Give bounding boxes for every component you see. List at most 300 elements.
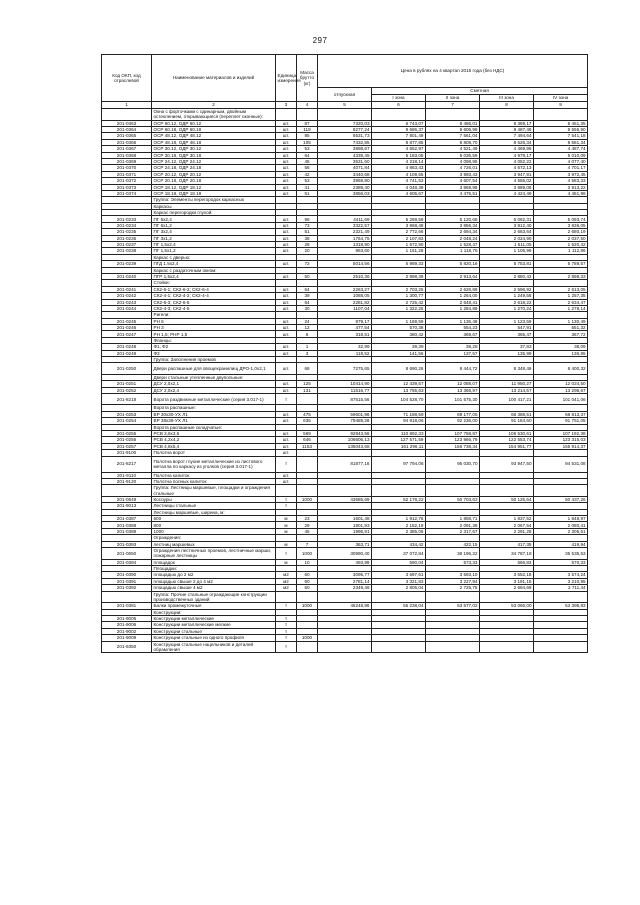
cell-price-selling: 79489,28 [318,418,372,424]
cell-name: Каркасы [152,203,276,209]
cell-name: РСВ 3,6х3,6 [152,430,276,436]
cell-price-zone-3: 2 067,54 [480,522,534,528]
cell-name: ВР 30х30-УХ Л1 [152,411,276,417]
cell-price-zone-4: 4 583,33 [534,178,588,184]
cell-code: 201-0366 [102,139,152,145]
cell-price-zone-2: 4 521,49 [426,146,480,152]
cell-price-zone-2: 38,28 [426,344,480,350]
cell-name: Косоуры [152,496,276,502]
cell-unit [276,591,297,603]
cell-price-zone-3: 135,99 [480,350,534,356]
cell-code: 201-0388 [102,522,152,528]
cell-price-zone-2: 156 738,34 [426,443,480,449]
cell-price-selling: 3095,77 [318,572,372,578]
cell-price-selling: 7432,85 [318,139,372,145]
cell-code: 201-8218 [102,394,152,405]
cell-name: ОСР 20.12, ОДР 20.12 [152,171,276,177]
cell-unit: шт. [276,171,297,177]
cell-price-zone-2: 5 820,16 [426,261,480,267]
cell-unit: шт. [276,152,297,158]
cell-price-selling: 477,54 [318,325,372,331]
cell-price-zone-2: 1 858,71 [426,516,480,522]
cell-price-zone-2: 2 626,89 [426,286,480,292]
cell-price-selling [318,591,372,603]
col-number: 9 [534,102,588,109]
cell-price-zone-3 [480,641,534,653]
header-selling: отпускная [318,88,372,102]
cell-code: 201-0233 [102,216,152,222]
cell-price-zone-3: 4 052,22 [480,158,534,164]
cell-mass: 51 [297,229,318,235]
cell-code: 201-9002 [102,628,152,634]
cell-name: Полотна полных калиток [152,478,276,484]
cell-mass: 119 [297,126,318,132]
cell-price-zone-4: 1 257,35 [534,293,588,299]
cell-unit: шт. [276,478,297,484]
cell-unit: шт. [276,120,297,126]
cell-price-zone-3: 106 530,61 [480,430,534,436]
cell-price-zone-4: 2 634,47 [534,299,588,305]
cell-mass: 85 [297,133,318,139]
cell-name: Ограждения лестничных проемов, лестничные марши, пожарные лестницы [152,548,276,560]
cell-price-zone-3: 53 066,00 [480,603,534,609]
cell-name: площадью свыше 2 до 4 м2 [152,578,276,584]
cell-price-zone-3: 9 487,49 [480,126,534,132]
cell-price-selling: 1801,93 [318,522,372,528]
cell-unit: шт. [276,430,297,436]
cell-name: ОСР 48.18, ОДР 48.18 [152,139,276,145]
table-row [102,456,588,472]
cell-price-zone-4: 5 010,09 [534,152,588,158]
cell-name: Каркас с дверью: [152,254,276,260]
cell-price-zone-4: 5 093,74 [534,216,588,222]
cell-name: Группа: Прочие стальные ограждающие конструкции производственных зданий [152,591,276,603]
cell-price-zone-1: 104 528,70 [372,394,426,405]
cell-mass: 39 [297,293,318,299]
header-code: Код ОКП, код отраслевой [102,55,152,102]
cell-price-zone-3: 3 812,40 [480,222,534,228]
group-row [102,485,588,497]
cell-code: 201-0373 [102,184,152,190]
cell-name: 600 [152,516,276,522]
cell-mass: 569 [297,430,318,436]
cell-price-zone-3: 1 837,52 [480,516,534,522]
cell-price-selling: 11516,77 [318,387,372,393]
cell-price-zone-2: 4 726,01 [426,165,480,171]
cell-price-zone-1: 4 652,97 [372,146,426,152]
cell-price-zone-2 [426,591,480,603]
cell-price-selling: 92843,56 [318,430,372,436]
cell-price-zone-4: 94 531,08 [534,456,588,472]
cell-price-selling: 363,71 [318,541,372,547]
cell-price-zone-1: 13 755,63 [372,387,426,393]
cell-name: площадью свыше 4 м2 [152,585,276,591]
cell-price-zone-3: 100 417,21 [480,394,534,405]
cell-price-selling: 979,17 [318,318,372,324]
cell-price-zone-3: 2 694,69 [480,585,534,591]
cell-price-zone-2: 95 030,70 [426,456,480,472]
cell-unit: шт. [276,146,297,152]
cell-price-zone-1: 1 169,59 [372,318,426,324]
group-row [102,591,588,603]
cell-name: СК2-6-3; СК2-6-5 [152,299,276,305]
cell-price-zone-3: 11 950,27 [480,381,534,387]
cell-code: 201-0393 [102,541,152,547]
price-table [101,54,588,653]
table-row [102,548,588,560]
cell-price-zone-1: 39,39 [372,344,426,350]
cell-price-zone-3: 4 672,13 [480,165,534,171]
cell-unit: шт. [276,443,297,449]
cell-price-zone-3: 3 947,91 [480,171,534,177]
cell-price-zone-4: 3 574,24 [534,572,588,578]
cell-name: Каркас с раздаточным окном: [152,267,276,273]
cell-price-zone-3: 5 753,81 [480,261,534,267]
cell-unit: шт. [276,165,297,171]
cell-code: 201-0244 [102,305,152,311]
cell-code: 201-0251 [102,381,152,387]
cell-price-zone-3: 68 388,51 [480,411,534,417]
cell-price-zone-2: 8 808,70 [426,139,480,145]
cell-name: ОСР 30.12, ОДР 30.12 [152,146,276,152]
cell-mass: 10 [297,559,318,565]
cell-name: ОСР 20.18, ОДР 20.18 [152,178,276,184]
cell-mass: 64 [297,286,318,292]
cell-price-zone-1: 2 703,25 [372,286,426,292]
cell-price-selling: 8277,24 [318,126,372,132]
cell-price-zone-1: 2 772,66 [372,229,426,235]
cell-price-selling [318,485,372,497]
cell-price-zone-4: 1 848,97 [534,516,588,522]
cell-code: 201-0235 [102,229,152,235]
cell-name: Конструкции: [152,609,276,615]
cell-price-zone-1: 7 801,49 [372,133,426,139]
cell-code: 201-0649 [102,496,152,502]
cell-price-zone-3: 417,35 [480,541,534,547]
cell-code: 201-0372 [102,178,152,184]
cell-mass: 45 [297,158,318,164]
cell-price-zone-3: 50 125,64 [480,496,534,502]
cell-price-zone-4: 4 487,74 [534,146,588,152]
cell-price-zone-2: 137,57 [426,350,480,356]
cell-price-zone-4: 4 077,40 [534,158,588,164]
cell-price-zone-1: 1 300,77 [372,293,426,299]
cell-price-zone-3: 122 553,74 [480,437,534,443]
cell-name: Ф3 [152,350,276,356]
cell-price-zone-3: 1 249,58 [480,293,534,299]
cell-price-selling: 7320,03 [318,120,372,126]
cell-price-zone-2: 3 856,34 [426,222,480,228]
table-body [102,109,588,653]
cell-price-zone-3: 7 494,64 [480,133,534,139]
cell-price-selling: 3322,57 [318,222,372,228]
cell-price-zone-3: 3 552,18 [480,572,534,578]
cell-name: ОСР 60.12, ОДР 60.12 [152,120,276,126]
cell-unit: шт. [276,293,297,299]
cell-code: 201-0254 [102,418,152,424]
cell-code: 201-0237 [102,242,152,248]
cell-price-zone-1: 1 572,90 [372,242,426,248]
cell-mass: 73 [297,222,318,228]
cell-price-zone-4: 2 711,44 [534,585,588,591]
cell-price-zone-3: 93 947,50 [480,456,534,472]
cell-name: ОСР 18.12, ОДР 18.12 [152,184,276,190]
cell-price-zone-2: 13 366,97 [426,387,480,393]
cell-name: Группа: Лестницы маршевые, площадки и ограждения стальные [152,485,276,497]
cell-price-zone-3: 4 979,17 [480,152,534,158]
cell-price-zone-1: 55 238,04 [372,603,426,609]
cell-price-selling: 32,99 [318,344,372,350]
cell-unit: м [276,522,297,528]
cell-unit: шт. [276,126,297,132]
cell-price-zone-3: 154 951,77 [480,443,534,449]
cell-name: Балки промежуточные [152,603,276,609]
cell-price-zone-1: 127 571,59 [372,437,426,443]
cell-unit: т [276,615,297,621]
cell-price-zone-4: 136,85 [534,350,588,356]
cell-price-zone-1: 3 968,48 [372,222,426,228]
cell-name: ДСУ 2,0х2,4 [152,387,276,393]
cell-name: ПГ 6х1,2 [152,222,276,228]
cell-price-selling: 3898,67 [318,146,372,152]
cell-name: Каркас перегородки глухой: [152,210,276,216]
cell-price-zone-3: 2 291,28 [480,528,534,534]
cell-price-selling: 3856,03 [318,190,372,196]
cell-unit: шт. [276,229,297,235]
cell-unit: т [276,394,297,405]
col-number: 8 [480,102,534,109]
cell-price-zone-4: 2 680,19 [534,229,588,235]
cell-name: ДСУ 2,0х2,1 [152,381,276,387]
cell-name: ОСР 24.12, ОДР 24.12 [152,158,276,164]
cell-code: 201-0234 [102,222,152,228]
cell-name: Лестницы стальные [152,503,276,509]
cell-price-zone-4: 367,72 [534,331,588,337]
cell-price-zone-4 [534,485,588,497]
cell-price-zone-1: 434,42 [372,541,426,547]
cell-price-zone-1: 3 321,83 [372,578,426,584]
cell-unit: шт. [276,184,297,190]
cell-code [102,109,152,121]
cell-price-zone-3: 8 369,17 [480,120,534,126]
cell-name: Стойки: [152,280,276,286]
cell-unit: шт. [276,273,297,279]
cell-price-zone-1: 5 989,33 [372,261,426,267]
cell-name: Полотна ворот [152,450,276,456]
cell-price-selling: 1601,48 [318,516,372,522]
cell-mass: 3 [297,350,318,356]
cell-price-zone-1: 97 794,06 [372,456,426,472]
cell-code: 201-9120 [102,478,152,484]
cell-price-zone-3: 365,47 [480,331,534,337]
cell-mass: 1000 [297,496,318,502]
cell-unit: т [276,635,297,641]
cell-price-selling: 118,52 [318,350,372,356]
cell-price-selling: 10414,90 [318,381,372,387]
cell-unit: м [276,541,297,547]
cell-name: 1000 [152,528,276,534]
page-number: 297 [312,36,328,45]
cell-price-zone-2: 12 088,07 [426,381,480,387]
cell-price-zone-2: 2 091,38 [426,522,480,528]
cell-price-zone-2: 554,23 [426,325,480,331]
cell-price-selling: 2321,49 [318,229,372,235]
cell-price-zone-4: 8 581,34 [534,139,588,145]
cell-price-zone-4: 1 112,86 [534,248,588,254]
cell-price-zone-2: 50 703,63 [426,496,480,502]
cell-name: Группа: Элементы перегородок каркасных [152,197,276,203]
cell-unit: м [276,559,297,565]
header-name: Наименование материалов и изделий [152,55,276,102]
cell-price-zone-1: 4 218,14 [372,158,426,164]
cell-name: ПГ 3х1,2 [152,235,276,241]
cell-mass: 64 [297,152,318,158]
cell-unit: шт. [276,242,297,248]
cell-price-zone-3 [480,485,534,497]
cell-price-zone-4: 3 210,95 [534,578,588,584]
cell-price-zone-3: 13 214,57 [480,387,534,393]
cell-name: РСВ 4,2х4,2 [152,437,276,443]
cell-price-selling: 59601,96 [318,411,372,417]
cell-price-zone-1: 161 296,11 [372,443,426,449]
cell-price-selling: 2281,82 [318,299,372,305]
cell-unit: т [276,456,297,472]
cell-name: РН 3 [152,325,276,331]
cell-code: 201-0370 [102,165,152,171]
cell-price-zone-4: 9 556,90 [534,126,588,132]
cell-price-zone-4: 2 037,50 [534,235,588,241]
cell-price-zone-4: 13 296,67 [534,387,588,393]
cell-price-zone-2: 4 475,51 [426,190,480,196]
cell-code: 201-0250 [102,363,152,374]
col-number: 6 [372,102,426,109]
cell-name: Лестницы маршевые, ширина, м: [152,509,276,515]
cell-unit: шт. [276,318,297,324]
cell-name: ПГ 6х2,4 [152,216,276,222]
cell-price-zone-1: 2 725,42 [372,299,426,305]
cell-price-zone-2: 8 444,72 [426,363,480,374]
cell-price-zone-1: 1 151,28 [372,248,426,254]
cell-price-zone-3: 566,83 [480,559,534,565]
cell-price-selling: 1996,91 [318,528,372,534]
cell-code: 201-0387 [102,516,152,522]
cell-name: Двери распашные для овощехранилищ ДРО-1,0х2,1 [152,363,276,374]
cell-code: 201-0253 [102,411,152,417]
cell-price-selling: 963,60 [318,248,372,254]
cell-price-zone-4: 3 913,22 [534,184,588,190]
cell-price-selling: 135043,68 [318,443,372,449]
cell-unit: шт. [276,299,297,305]
cell-price-zone-1: 2 998,39 [372,273,426,279]
cell-price-zone-1 [372,641,426,653]
cell-unit: шт. [276,158,297,164]
cell-price-zone-2: 53 677,02 [426,603,480,609]
cell-code: 201-9013 [102,503,152,509]
cell-price-zone-3: 3 191,15 [480,578,534,584]
cell-code: 201-0365 [102,133,152,139]
cell-name: Ригели: [152,312,276,318]
cell-price-zone-4: 570,33 [534,559,588,565]
cell-code: 201-0241 [102,286,152,292]
cell-mass: 53 [297,178,318,184]
cell-mass: 41 [297,184,318,190]
cell-mass: 60 [297,585,318,591]
cell-price-selling: 87515,56 [318,394,372,405]
cell-price-zone-2: 1 264,00 [426,293,480,299]
cell-mass [297,485,318,497]
cell-name: Конструкции стальные нацельников и деталей обрамления [152,641,276,653]
cell-price-zone-4: 101 041,06 [534,394,588,405]
cell-name: ПГД 1,5х2,4 [152,261,276,267]
cell-unit: т [276,503,297,509]
cell-price-zone-2: 2 725,75 [426,585,480,591]
cell-unit: шт. [276,261,297,267]
cell-price-zone-1: 1 912,76 [372,516,426,522]
cell-price-zone-2: 36 196,32 [426,548,480,560]
cell-price-zone-4: 35 535,53 [534,548,588,560]
cell-code: 201-0391 [102,578,152,584]
cell-unit: м [276,516,297,522]
cell-price-zone-1 [372,109,426,121]
cell-price-zone-1: 590,04 [372,559,426,565]
cell-code: 201-0392 [102,585,152,591]
cell-mass: 87 [297,120,318,126]
cell-price-zone-2: 1 118,76 [426,248,480,254]
cell-name: СК2-4-3; СК2-4-5 [152,305,276,311]
cell-mass: 1000 [297,635,318,641]
cell-code: 201-0368 [102,152,152,158]
cell-price-selling: 2389,40 [318,184,372,190]
cell-price-zone-4: 123 315,03 [534,437,588,443]
cell-price-zone-2 [426,641,480,653]
cell-price-selling: 6531,73 [318,133,372,139]
cell-mass: 1 [297,344,318,350]
cell-price-zone-3 [480,591,534,603]
cell-price-zone-2: 4 098,95 [426,158,480,164]
cell-unit: шт. [276,286,297,292]
table-row [102,394,588,405]
cell-mass: 646 [297,437,318,443]
cell-price-zone-2: 5 120,66 [426,216,480,222]
cell-code: 201-0255 [102,430,152,436]
cell-code: 201-8217 [102,456,152,472]
cell-mass: 24 [297,318,318,324]
cell-unit: шт. [276,222,297,228]
cell-name: площадок [152,559,276,565]
cell-unit: шт. [276,235,297,241]
cell-code: 201-0367 [102,146,152,152]
cell-name: 800 [152,522,276,528]
cell-unit: шт. [276,139,297,145]
cell-price-zone-4: 1 520,42 [534,242,588,248]
cell-name: Полотна калиток [152,472,276,478]
cell-name: Конструкции металлические [152,615,276,621]
cell-price-zone-1: 110 892,33 [372,430,426,436]
cell-price-zone-2: 369,67 [426,331,480,337]
cell-code: 201-0240 [102,273,152,279]
cell-price-zone-3: 1 123,59 [480,318,534,324]
cell-price-zone-1: 4 605,67 [372,190,426,196]
cell-mass: 68 [297,363,318,374]
cell-price-selling: 106606,13 [318,437,372,443]
cell-price-zone-1: 1 322,25 [372,305,426,311]
cell-price-zone-2: 422,15 [426,541,480,547]
header-unit: Единица измерения [276,55,297,102]
cell-price-zone-4: 2 898,33 [534,273,588,279]
cell-price-zone-4 [534,109,588,121]
col-number: 4 [297,102,318,109]
cell-price-zone-1: 5 183,05 [372,152,426,158]
